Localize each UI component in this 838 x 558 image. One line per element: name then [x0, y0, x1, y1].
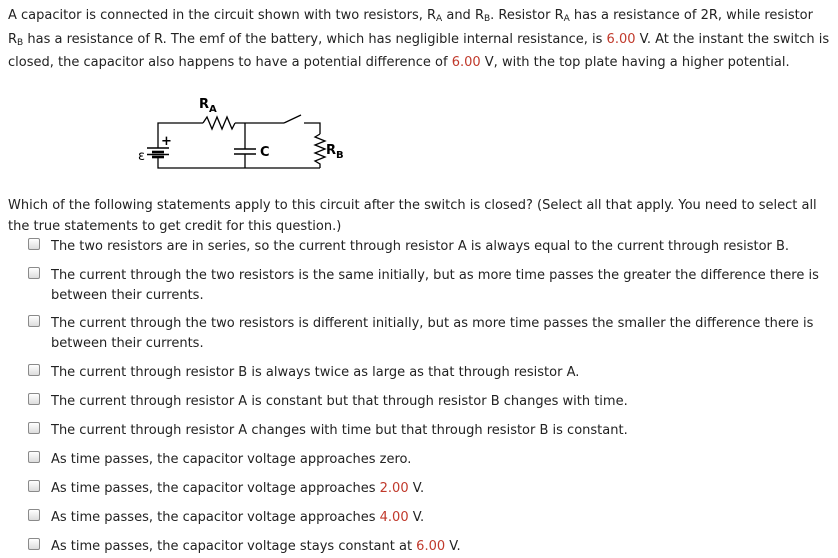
subscript: A	[563, 14, 570, 24]
option-3[interactable]	[28, 314, 828, 354]
option-label: The current through resistor B is always twice as large as that through resistor A.	[51, 365, 580, 380]
option-text: V.	[408, 510, 425, 525]
resistor-b	[315, 134, 325, 168]
option-label: The current through the two resistors is the same initially, but as more time passes the greater the difference there is between their currents.	[51, 268, 819, 303]
checkbox[interactable]	[28, 364, 40, 376]
intro-text: has a resistance of 2R, while resistor R	[8, 8, 813, 47]
intro-text: . Resistor R	[490, 8, 564, 23]
voltage-value: 2.00	[379, 481, 409, 496]
subscript: A	[436, 14, 443, 24]
intro-text: has a resistance of R. The emf of the battery, which has negligible internal resistance, is	[23, 31, 607, 47]
voltage-value: 6.00	[416, 539, 446, 554]
option-label: The current through the two resistors is different initially, but as more time passes the smaller the difference there is between their currents.	[51, 316, 814, 351]
checkbox[interactable]	[28, 422, 40, 434]
capacitor-voltage-value: 6.00	[451, 55, 481, 70]
checkbox[interactable]	[28, 238, 40, 250]
capacitor-label: C	[260, 145, 270, 160]
option-label	[51, 508, 828, 528]
switch-wire	[304, 123, 320, 134]
voltage-value: 4.00	[379, 510, 409, 525]
resistor-a	[203, 117, 235, 129]
option-label: As time passes, the capacitor voltage approaches zero.	[51, 452, 412, 467]
option-6[interactable]	[28, 421, 828, 441]
option-label	[51, 479, 828, 499]
emf-label: ε	[138, 149, 146, 164]
bottom-wire	[158, 160, 320, 168]
option-7[interactable]	[28, 450, 828, 470]
option-1[interactable]	[28, 237, 828, 257]
option-8[interactable]	[28, 479, 828, 499]
checkbox[interactable]	[28, 509, 40, 521]
intro-text: V, with the top plate having a higher potential.	[480, 55, 790, 70]
checkbox[interactable]	[28, 480, 40, 492]
option-label: The current through resistor A changes with time but that through resistor B is constant.	[51, 423, 628, 438]
checkbox[interactable]	[28, 315, 40, 327]
option-4[interactable]	[28, 363, 828, 383]
option-text: V.	[408, 481, 425, 496]
intro-text: V. At the instant the switch is closed, the capacitor also happens to have a potential difference of	[8, 31, 830, 70]
top-wire	[158, 123, 203, 128]
intro-text: and R	[442, 8, 484, 23]
subscript: B	[17, 37, 24, 48]
resistor-a-label: $R_A$	[199, 97, 217, 115]
option-label	[51, 537, 828, 557]
checkbox[interactable]	[28, 393, 40, 405]
subscript: B	[483, 14, 491, 24]
question-prompt: Which of the following statements apply to this circuit after the switch is closed? (Select all that apply. You need to select all the true statements to get credit for this question.)	[8, 198, 817, 234]
switch-blade	[284, 115, 301, 123]
option-text: V.	[445, 539, 461, 554]
option-text: As time passes, the capacitor voltage approaches	[51, 481, 380, 496]
problem-statement	[8, 4, 830, 75]
checkbox[interactable]	[28, 451, 40, 463]
option-10[interactable]	[28, 537, 828, 557]
option-label: The current through resistor A is constant but that through resistor B changes with time.	[51, 394, 628, 409]
circuit-diagram	[138, 88, 358, 184]
intro-text: A capacitor is connected in the circuit shown with two resistors, R	[8, 8, 437, 23]
emf-value: 6.00	[606, 31, 636, 47]
resistor-b-label: $R_B$	[326, 143, 344, 161]
checkbox[interactable]	[28, 267, 40, 279]
option-2[interactable]	[28, 266, 828, 306]
option-label: The two resistors are in series, so the current through resistor A is always equal to the current through resistor B.	[51, 239, 790, 254]
option-text: As time passes, the capacitor voltage stays constant at	[51, 539, 417, 554]
option-text: As time passes, the capacitor voltage approaches	[51, 510, 380, 525]
option-5[interactable]	[28, 392, 828, 412]
checkbox[interactable]	[28, 538, 40, 550]
battery-plus-label: +	[161, 134, 172, 149]
option-9[interactable]	[28, 508, 828, 528]
